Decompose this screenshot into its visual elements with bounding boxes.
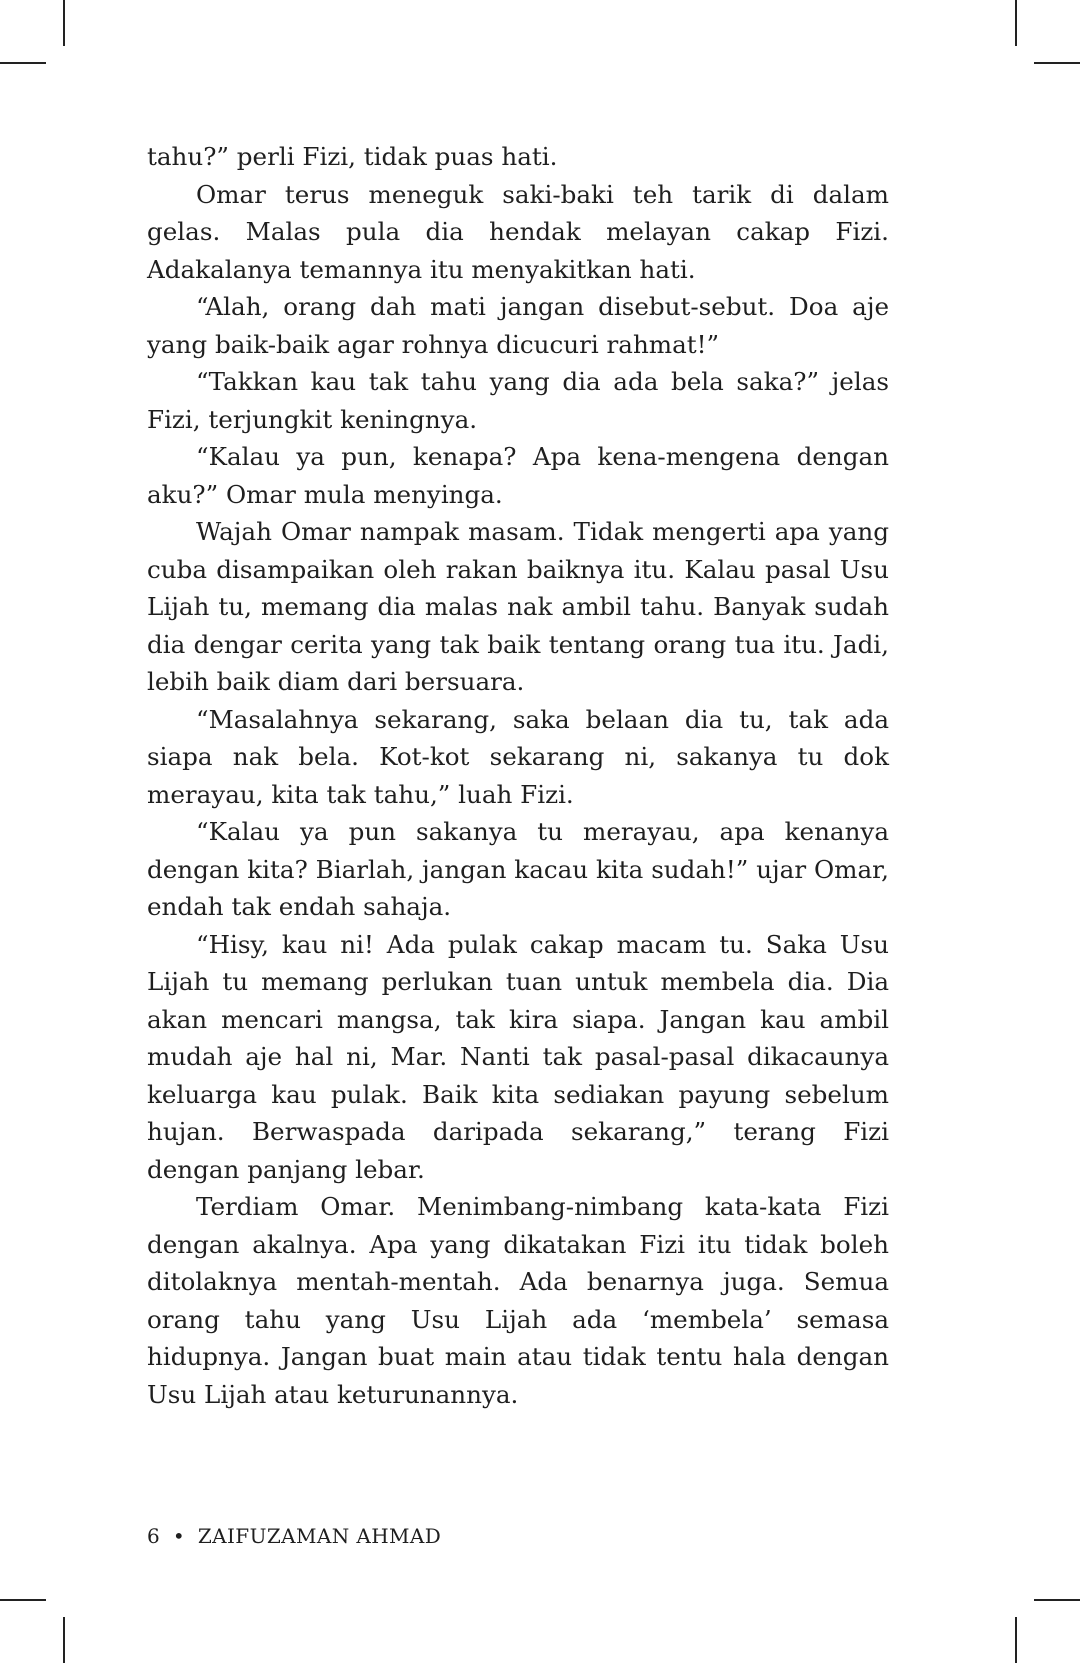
body-text [147, 138, 889, 1413]
paragraph: “Alah, orang dah mati jangan disebut-sebut. Doa aje yang baik-baik agar rohnya dicucuri rahmat!” [147, 292, 889, 359]
paragraph: “Masalahnya sekarang, saka belaan dia tu, tak ada siapa nak bela. Kot-kot sekarang ni, sakanya tu dok merayau, kita tak tahu,” luah Fizi. [147, 704, 889, 809]
crop-mark-top-left-horizontal [0, 62, 46, 64]
paragraph: “Hisy, kau ni! Ada pulak cakap macam tu. Saka Usu Lijah tu memang perlukan tuan untuk membela dia. Dia akan mencari mangsa, tak kira siapa. Jangan kau ambil mudah aje hal ni, Mar. Nanti tak pasal-pasal dikacaunya keluarga kau pulak. Baik kita sediakan payung sebelum hujan. Berwaspada daripada sekarang,” terang Fizi dengan panjang lebar. [147, 929, 889, 1184]
crop-mark-bottom-left-vertical [63, 1617, 65, 1663]
crop-mark-bottom-left-horizontal [0, 1599, 46, 1601]
crop-mark-bottom-right-vertical [1015, 1617, 1017, 1663]
crop-mark-top-left-vertical [63, 0, 65, 46]
author-name: ZAIFUZAMAN AHMAD [197, 1524, 442, 1548]
running-footer [147, 1524, 441, 1548]
paragraph: Omar terus meneguk saki-baki teh tarik di dalam gelas. Malas pula dia hendak melayan cakap Fizi. Adakalanya temannya itu menyakitkan hati. [147, 179, 889, 284]
page-number: 6 [147, 1524, 161, 1548]
paragraph: tahu?” perli Fizi, tidak puas hati. [147, 142, 558, 171]
paragraph: Wajah Omar nampak masam. Tidak mengerti apa yang cuba disampaikan oleh rakan baiknya itu. Kalau pasal Usu Lijah tu, memang dia malas nak ambil tahu. Banyak sudah dia dengar cerita yang tak baik tentang orang tua itu. Jadi, lebih baik diam dari bersuara. [147, 517, 889, 696]
crop-mark-bottom-right-horizontal [1034, 1599, 1080, 1601]
paragraph: “Kalau ya pun sakanya tu merayau, apa kenanya dengan kita? Biarlah, jangan kacau kita sudah!” ujar Omar, endah tak endah sahaja. [147, 817, 889, 921]
footer-separator: • [172, 1524, 186, 1548]
crop-mark-top-right-vertical [1015, 0, 1017, 46]
crop-mark-top-right-horizontal [1034, 62, 1080, 64]
paragraph: “Takkan kau tak tahu yang dia ada bela saka?” jelas Fizi, terjungkit keningnya. [147, 367, 889, 434]
paragraph: Terdiam Omar. Menimbang-nimbang kata-kata Fizi dengan akalnya. Apa yang dikatakan Fizi itu tidak boleh ditolaknya mentah-mentah. Ada benarnya juga. Semua orang tahu yang Usu Lijah ada ‘membela’ semasa hidupnya. Jangan buat main atau tidak tentu hala dengan Usu Lijah atau keturunannya. [147, 1192, 889, 1409]
paragraph: “Kalau ya pun, kenapa? Apa kena-mengena dengan aku?” Omar mula menyinga. [147, 442, 889, 509]
